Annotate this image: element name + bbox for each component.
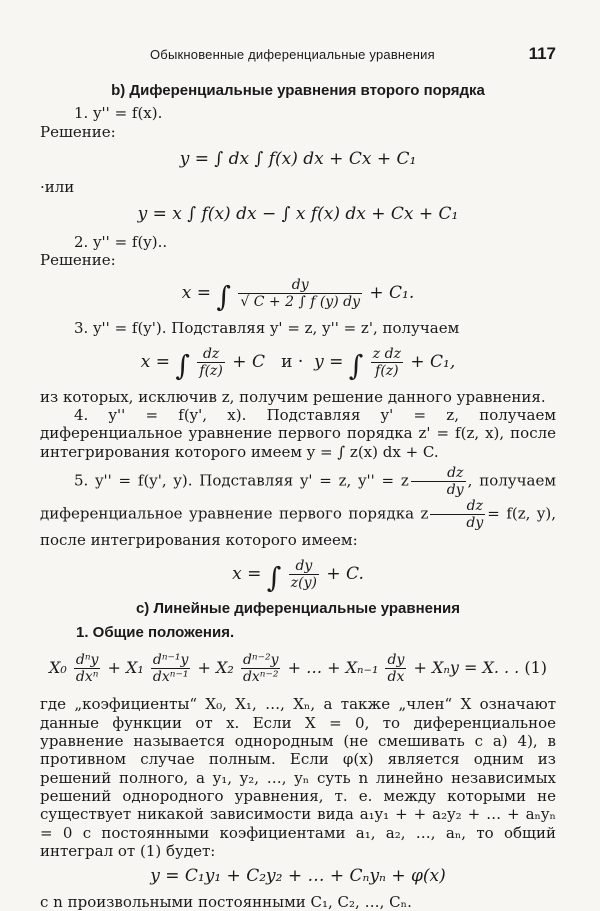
subsection-1-heading: 1. Общие положения. <box>76 623 235 641</box>
item5-formula <box>40 558 556 592</box>
term1-coef: + X₁ <box>107 658 144 678</box>
item3-formulas <box>40 346 556 380</box>
item2-fraction <box>238 277 362 310</box>
item3-a-lhs: x = <box>140 351 170 372</box>
item1-formula-2: y = x ∫ f(x) dx − ∫ x f(x) dx + Cx + C₁ <box>137 203 459 224</box>
term3-fraction <box>385 652 406 685</box>
term2-coef: + X₂ <box>197 658 234 678</box>
term1-num: dⁿ⁻¹y <box>152 652 189 669</box>
item5-part1: 5. y'' = f(y', y). Подставляя y' = z, y'' = z <box>74 471 409 490</box>
item3-conjunction: и · <box>281 351 304 372</box>
item5-part3: = f(z, y), после интегрирования которого имеем: <box>40 504 556 550</box>
item1-or: ·или <box>40 177 75 196</box>
term3-den: dx <box>387 669 405 686</box>
item2-denominator: √ C + 2 ∫ f (y) dy <box>240 294 360 311</box>
term3-coef: + … + Xₙ₋₁ <box>287 658 379 678</box>
header-title: Обыкновенные диференциальные уравнения <box>150 47 435 62</box>
term0-coef: X₀ <box>48 658 67 678</box>
item2-statement: 2. y'' = f(y).. <box>74 232 168 251</box>
item3-b-rhs: + C₁, <box>410 351 456 372</box>
closing-line: с n произвольными постоянными C₁, C₂, …, Cₙ. <box>40 892 412 911</box>
item3-a-denominator: f(z) <box>199 362 223 379</box>
term0-den: dxⁿ <box>75 669 99 686</box>
item2-rhs: + C₁. <box>369 283 415 304</box>
item3-a-fraction <box>197 346 224 379</box>
item1-solution-label: Решение: <box>40 122 116 141</box>
item2-lhs: x = <box>181 283 211 304</box>
item5-lhs: x = <box>232 563 262 584</box>
item5-part2: , получаем диференциальное уравнение первого порядка z <box>40 471 556 523</box>
item5-f2-num: dz <box>430 498 485 515</box>
integral-sign: ∫ <box>216 280 231 314</box>
integral-sign: ∫ <box>348 348 364 382</box>
item5-f1-den: dy <box>446 482 464 499</box>
item3-tail: из которых, исключив z, получим решение данного уравнения. <box>40 387 546 406</box>
general-solution-formula: y = C₁y₁ + C₂y₂ + … + Cₙyₙ + φ(x) <box>150 866 446 887</box>
item5-f1-num: dz <box>411 465 466 482</box>
item5-eq-numerator: dy <box>289 558 319 575</box>
item5-fraction-2 <box>430 498 485 531</box>
integral-sign: ∫ <box>175 348 190 382</box>
equation-number: (1) <box>524 658 548 678</box>
page-number: 117 <box>528 44 556 63</box>
item4-text: 4. y'' = f(y', x). Подставляя y' = z, получаем диференциальное уравнение первого порядка z' = f(z, x), после интегрирования которого имеем y = ∫ z(x) dx + C. <box>40 406 556 461</box>
equation-tail: + Xₙy = X. . . <box>413 658 520 678</box>
general-paragraph: где „коэфициенты“ X₀, X₁, …, Xₙ, а также „член“ X означают данные функции от x. Если X = 0, то диференциальное уравнение называется однородным (не смешивать с а) 4), в противном случае полным. Если φ(x) является одним из решений полного, а y₁, y₂, …, yₙ суть n линейно независимых решений однородного уравнения, т. е. между которыми не существует никакой зависимости вида a₁y₁ + + a₂y₂ + … + aₙyₙ = 0 с постоянными коэфициентами a₁, a₂, …, aₙ, то общий интеграл от (1) будет: <box>40 695 556 860</box>
item5-text <box>40 465 556 550</box>
item5-f2-den: dy <box>466 515 484 532</box>
running-header <box>150 44 556 65</box>
item3-a-rhs: + C <box>232 351 265 372</box>
item5-eq-denominator: z(y) <box>290 574 317 591</box>
item5-rhs: + C. <box>326 563 364 584</box>
term1-fraction <box>151 652 191 685</box>
section-c-heading: c) Линейные диференциальные уравнения <box>135 599 461 617</box>
item1-formula-1: y = ∫ dx ∫ f(x) dx + Cx + C₁ <box>179 148 417 169</box>
term0-num: dⁿy <box>75 652 99 669</box>
term2-den: dxⁿ⁻² <box>242 669 279 686</box>
page-content <box>40 80 556 911</box>
item3-statement: 3. y'' = f(y'). Подставляя y' = z, y'' = z', получаем <box>74 319 460 338</box>
term1-den: dxⁿ⁻¹ <box>152 669 189 686</box>
item3-a-numerator: dz <box>197 346 224 363</box>
item5-fraction-1 <box>411 465 466 498</box>
integral-sign: ∫ <box>266 560 282 594</box>
item3-b-fraction <box>371 346 403 379</box>
section-b-heading: b) Диференциальные уравнения второго порядка <box>111 82 485 99</box>
item2-formula <box>40 277 556 314</box>
main-equation <box>40 652 556 685</box>
item5-eq-fraction <box>289 558 319 591</box>
term2-num: dⁿ⁻²y <box>242 652 279 669</box>
item3-b-lhs: y = <box>314 351 344 372</box>
term3-num: dy <box>387 652 405 669</box>
term2-fraction <box>241 652 281 685</box>
item1-statement: 1. y'' = f(x). <box>74 104 163 123</box>
term0-fraction <box>74 652 101 685</box>
item2-solution-label: Решение: <box>40 250 116 269</box>
item3-b-denominator: f(z) <box>375 362 399 379</box>
item2-numerator: dy <box>238 277 362 294</box>
item3-b-numerator: z dz <box>372 345 401 362</box>
